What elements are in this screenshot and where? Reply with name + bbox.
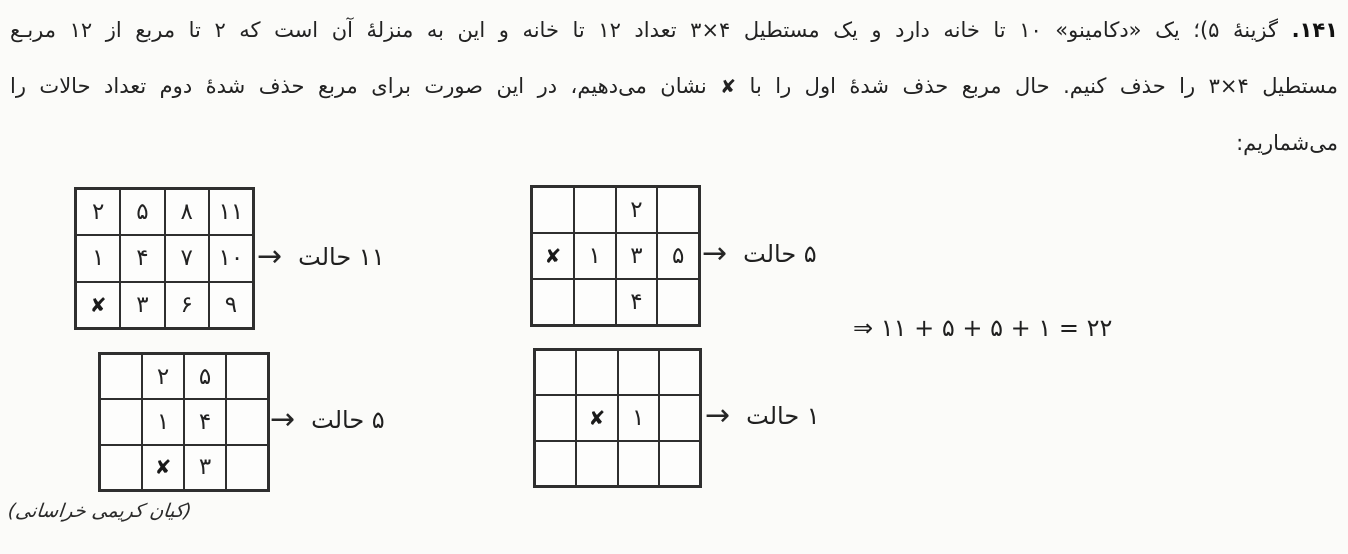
grid-cell-empty: [532, 279, 574, 325]
grid-top-left-result: [257, 187, 385, 326]
grid-cell-number: ۵: [120, 189, 164, 235]
grid-cell-number: ۱۰: [209, 235, 253, 281]
grid-cell-number: ۲: [76, 189, 120, 235]
author-signature: (کیان کریمی خراسانی): [6, 500, 193, 522]
grid-cell-number: ۱: [574, 233, 616, 279]
grid-cell-empty: [574, 279, 616, 325]
problem-line-2-text-a: مستطیل ۴×۳ را حذف کنیم. حال مربع حذف شدهٔ اول را با: [736, 74, 1338, 98]
problem-line-2: [10, 58, 1338, 115]
grid-cell-empty: [659, 350, 700, 395]
case-count-label: ۱۱ حالت: [298, 242, 385, 271]
problem-number: ۱۴۱.: [1291, 18, 1338, 42]
grid-cell-empty: [535, 350, 576, 395]
sum-equation: ⇒ ۱۱ + ۵ + ۵ + ۱ = ۲۲: [853, 314, 1113, 342]
grid-cell-empty: [657, 187, 699, 233]
grid-cell-empty: [618, 350, 659, 395]
grid-cell-number: ۸: [165, 189, 209, 235]
grid-cell-empty: [100, 354, 142, 399]
removed-square-marker-inline: ✘: [720, 76, 737, 98]
removed-square-marker: ✘: [576, 395, 617, 440]
grid-cell-number: ۱: [142, 399, 184, 444]
right-arrow-icon: →: [702, 236, 728, 271]
grid-cell-number: ۲: [616, 187, 658, 233]
grid-cell-number: ۵: [184, 354, 226, 399]
grid-cell-number: ۴: [120, 235, 164, 281]
problem-statement: [10, 2, 1338, 171]
grid-cell-number: ۲: [142, 354, 184, 399]
case-count-label: ۱ حالت: [746, 402, 820, 430]
grid-cell-empty: [100, 399, 142, 444]
grid-cell-empty: [100, 445, 142, 490]
grid-cell-number: ۳: [184, 445, 226, 490]
grid-cell-empty: [535, 395, 576, 440]
grid-bottom-left-result: [270, 352, 385, 488]
grid-cell-empty: [226, 354, 268, 399]
grid-cell-number: ۵: [657, 233, 699, 279]
grid-cell-number: ۳: [120, 282, 164, 328]
grid-cell-number: ۱۱: [209, 189, 253, 235]
grid-cell-number: ۱: [618, 395, 659, 440]
grid-cell-empty: [574, 187, 616, 233]
grid-cell-number: ۱: [76, 235, 120, 281]
right-arrow-icon: →: [705, 398, 731, 433]
grid-cell-empty: [576, 350, 617, 395]
removed-square-marker: ✘: [532, 233, 574, 279]
grid-bottom-right-result: [705, 348, 820, 484]
removed-square-marker: ✘: [142, 445, 184, 490]
grid-cell-number: ۷: [165, 235, 209, 281]
right-arrow-icon: →: [257, 238, 283, 274]
problem-line-1: [10, 2, 1338, 58]
problem-line-3: می‌شماریم:: [1236, 131, 1338, 155]
grid-cell-number: ۴: [184, 399, 226, 444]
grid-top-right-result: [702, 185, 817, 323]
domino-grid-top-right: [530, 185, 701, 327]
case-count-label: ۵ حالت: [311, 406, 385, 434]
domino-grid-bottom-left: [98, 352, 270, 492]
case-count-label: ۵ حالت: [743, 240, 817, 268]
grid-cell-number: ۹: [209, 282, 253, 328]
grid-cell-empty: [535, 441, 576, 486]
removed-square-marker: ✘: [76, 282, 120, 328]
grid-cell-empty: [226, 399, 268, 444]
right-arrow-icon: →: [270, 402, 296, 437]
grid-cell-empty: [576, 441, 617, 486]
problem-line-1-text: گزینهٔ ۵)؛ یک «دکامینو» ۱۰ تا خانه دارد و یک مستطیل ۴×۳ تعداد ۱۲ تا خانه و این به منزلهٔ آن است که ۲ تا مربع از ۱۲ مربـع: [10, 18, 1292, 42]
domino-grid-bottom-right: [533, 348, 702, 488]
problem-line-2-text-b: نشان می‌دهیم، در این صورت برای مربع حذف شدهٔ دوم تعداد حالات را: [10, 74, 721, 98]
grid-cell-empty: [532, 187, 574, 233]
grid-cell-empty: [618, 441, 659, 486]
grid-cell-empty: [226, 445, 268, 490]
grid-cell-number: ۶: [165, 282, 209, 328]
domino-grid-top-left: [74, 187, 255, 330]
grid-cell-empty: [657, 279, 699, 325]
grid-cell-number: ۴: [616, 279, 658, 325]
grid-cell-number: ۳: [616, 233, 658, 279]
grid-cell-empty: [659, 395, 700, 440]
grid-cell-empty: [659, 441, 700, 486]
